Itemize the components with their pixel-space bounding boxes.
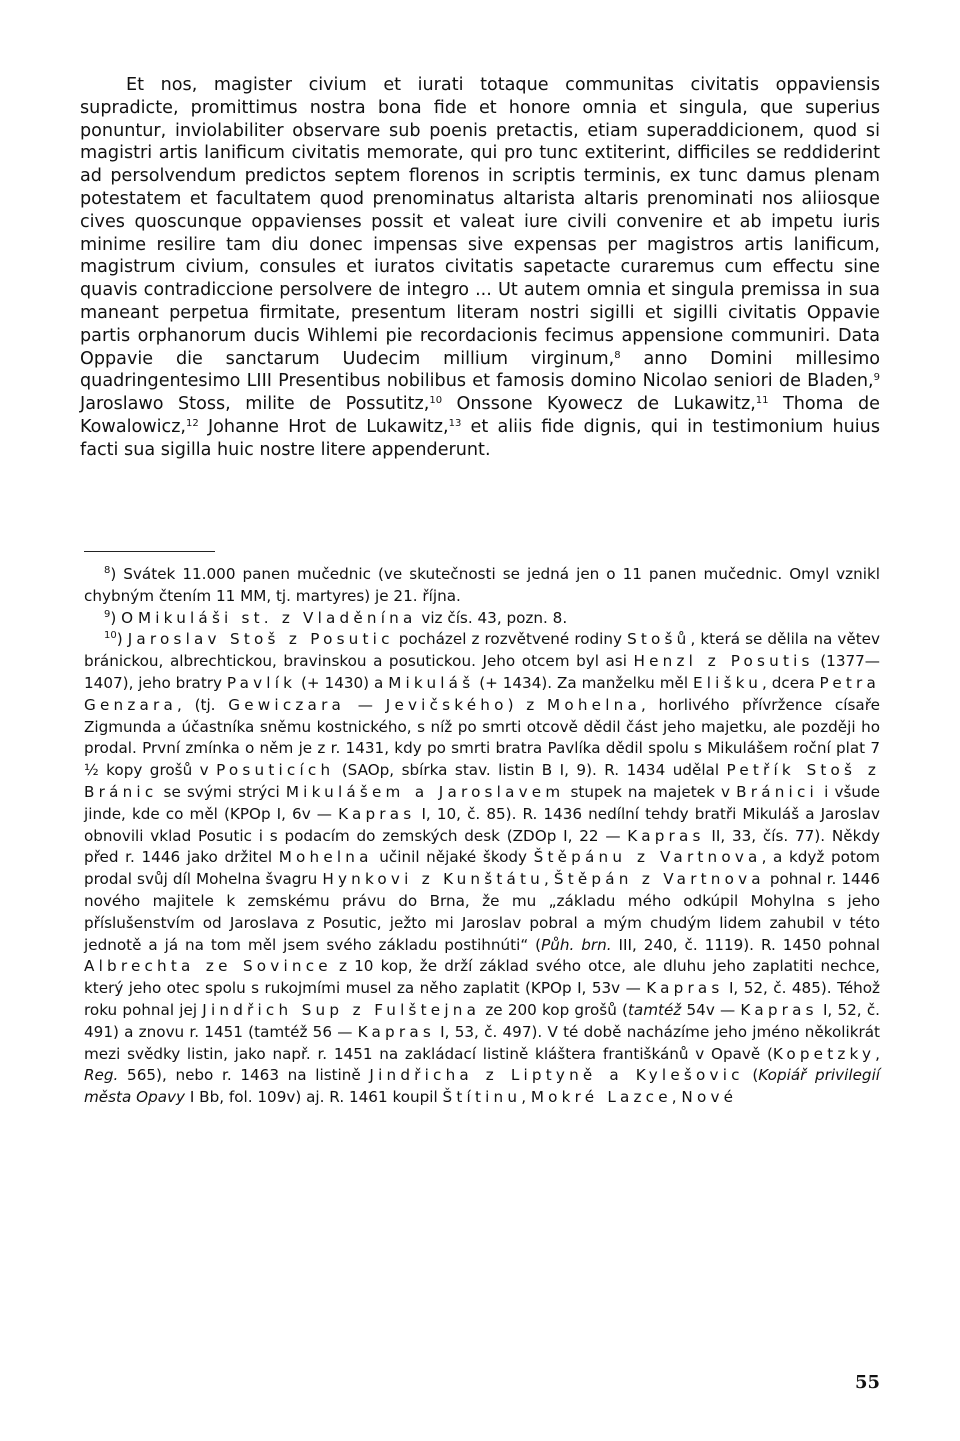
spaced-name: Kapras [627,826,705,845]
spaced-name: Mikulášem a Jaroslavem [285,782,565,801]
spaced-name: Štěpán z Vartnova [553,870,765,889]
page-number: 55 [854,1372,880,1393]
spaced-name: Kapras [646,979,724,998]
spaced-name: Albrechta ze Sovince [84,957,332,976]
spaced-name: Kapras [338,804,416,823]
spaced-name: Kapras [357,1022,435,1041]
charter-paragraph: Et nos, magister civium et iurati totaque communitas civitatis oppaviensis supradicte, promittimus nostra bona fide et honore omnia et singula, que superius ponuntur, inviolabiliter observare sub poenis pretactis, etiam superaddicionem, quod si magistri artis lanificum civitatis memorate, qui pro tunc extiterint, difficiles se reddiderint ad persolvendum predictos septem florenos in scriptis terminis, ex tunc damus plenam potestatem et facultatem quod prenominatus altarista altaris prenominati nos aliiosque cives quoscunque oppavienses possit et valeat iure civili convenire et ab impetu iuris minime resilire tam diu donec impensas sive expensas per magistros artis lanificum, magistrum civium, consules et iuratos civitatis sapetacte curaremus cum effectu sine quavis contradiccione persolvere de integro ... Ut autem omnia et singula premissa in sua maneant perpetua firmitate, presentum literam nostri sigilli et sigilli civitatis Oppavie partis orphanorum ducis Wihlemi pie recordacionis fecimus appensione communiri. Data Oppavie die sanctarum Uudecim millium virginum,$^8$ anno Domini millesimo quadringentesimo LIII Presentibus nobilibus et famosis domino Nicolao seniori de Bladen,$^9$ Jaroslawo Stoss, milite de Possutitz,$^{10}$ Onssone Kyowecz de Lukawitz,$^{11}$ Thoma de Kowalowicz,$^{12}$ Johanne Hrot de Lukawitz,$^{13}$ et aliis fide dignis, qui in testimonium huius facti sua sigilla huic nostre litere appenderunt. [80,75,881,460]
spaced-name: Stošů [627,630,691,649]
spaced-name: Jindřicha z Liptyně a Kylešovic [369,1066,744,1085]
spaced-name: Pavlík [226,673,297,692]
spaced-name: Mohelna [547,695,641,714]
footnote-ref-11[interactable]: 11 [755,395,769,407]
footnote-10: $^{10}$) Jaroslav Stoš z Posutic pocházel z rozvětvené rodiny Stošů, která se dělila na větev bránickou, albrechtickou, bravinskou a posutickou. Jeho otcem byl asi Henzl z Posutis (1377—1407), jeho bratry Pavlík (+ 1430) a Mikuláš (+ 1434). Za manželku měl Elišku, dcera Petra Genzara, (tj. Gewiczara — Jevičského) z Mohelna, horlivého přívržence císaře Zigmunda a účastníka sněmu kostnického, s níž po smrti otcově dědil část jeho majetku, ale později ho prodal. První zmínka o něm je z r. 1431, kdy po smrti bratra Pavlíka dědil spolu s Mikulášem roční plat 7 ½ kopy grošů v Posuticích (SAOp, sbírka stav. listin B I, 9). R. 1434 udělal Petřík Stoš z Bránic se svými strýci Mikulášem a Jaroslavem stupek na majetek v Bránici i všude jinde, kde co měl (KPOp I, 6v — Kapras I, 10, č. 85). R. 1436 nedílní tehdy bratři Mikuláš a Jaroslav obnovili vklad Posutic i s podacím do zemských desk (ZDOp I, 22 — Kapras II, 33, čís. 77). Někdy před r. 1446 jako držitel Mohelna učinil nějaké škody Štěpánu z Vartnova, a když potom prodal svůj díl Mohelna švagru Hynkovi z Kunštátu, Štěpán z Vartnova pohnal r. 1446 nového majitele k zemskému právu do Brna, že mu „základu mého odkúpil Mohylna s jeho příslušenstvím od Jaroslava z Posutic, ježto mi Jaroslav pobral a mým chudým lidem zahubil v této jednotě a já na tom měl jsem svého základu postihnúti“ (Půh. brn. III, 240, č. 1119). R. 1450 pohnal Albrechta ze Sovince z 10 kop, že drží základ svého otce, ale dluhu jeho zaplatiti nechce, který jeho otec spolu s rukojmími musel za něho zaplatit (KPOp I, 53v — Kapras I, 52, č. 485). Téhož roku pohnal jej Jindřich Sup z Fulštejna ze 200 kop grošů (tamtéž 54v — Kapras I, 52, č. 491) a znovu r. 1451 (tamtéž 56 — Kapras I, 53, č. 497). V té době nacházíme jeho jméno několikrát mezi svědky listin, jako např. r. 1451 na zakládací listině kláštera františkánů v Opavě (Kopetzky, Reg. 565), nebo r. 1463 na listině Jindřicha z Liptyně a Kylešovic (Kopiář privilegií města Opavy I Bb, fol. 109v) aj. R. 1461 koupil Štítinu, Mokré Lazce, Nové [84,630,881,1107]
footnote-8: $^8$) Svátek 11.000 panen mučednic (ve skutečnosti se jedná jen o 11 panen mučednic. Omyl vznikl chybným čtením 11 MM, tj. martyres) je 21. října. [84,565,880,605]
footnote-ref-10[interactable]: 10 [429,395,443,407]
spaced-name: Mikuláš [388,673,475,692]
italic-citation: Kopiář privilegií města Opavy [84,1066,881,1107]
spaced-name: Petra Genzara [84,673,880,714]
spaced-name: Bránici [736,782,818,801]
spaced-name: Henzl z Posutis [633,652,814,671]
spaced-name: Mohelna [278,848,373,867]
spaced-name: Kapras [740,1000,818,1019]
spaced-name: Nové [681,1088,738,1107]
italic-citation: tamtéž [627,1000,682,1019]
spaced-name: Petřík Stoš z Bránic [84,761,880,801]
footnote-separator [84,551,215,552]
spaced-name: Mikuláši st. z Vladěnína [137,608,417,627]
italic-citation: Reg. [84,1066,119,1085]
footnote-ref-13[interactable]: 13 [448,417,462,429]
spaced-name: Elišku [692,673,763,692]
footnote-ref-9[interactable]: 9 [873,372,880,384]
spaced-name: Gewiczara [228,695,346,714]
footnote-ref-12[interactable]: 12 [186,417,199,429]
spaced-name: Jevičského [385,695,508,714]
latin-charter-text [80,74,880,462]
footnote-number: 8 [104,565,111,576]
spaced-name: Štítinu [442,1088,522,1107]
spaced-name: Jaroslav Stoš z Posutic [127,630,394,649]
footnotes [84,564,880,1109]
spaced-name: Posuticích [216,761,335,780]
spaced-name: Jindřich Sup z Fulštejna [202,1000,481,1019]
spaced-name: Hynkovi z Kunštátu [322,870,544,889]
footnote-number: 10 [104,630,117,642]
spaced-name: Mokré Lazce [530,1088,672,1107]
spaced-name: Štěpánu z Vartnova [533,848,762,867]
spaced-name: Kopetzky [772,1044,876,1063]
italic-citation: Půh. brn. [541,935,612,954]
footnote-number: 9 [104,608,111,620]
footnote-9: $^9$) O Mikuláši st. z Vladěnína viz čís. 43, pozn. 8. [104,608,568,627]
footnote-ref-8[interactable]: 8 [614,349,621,361]
